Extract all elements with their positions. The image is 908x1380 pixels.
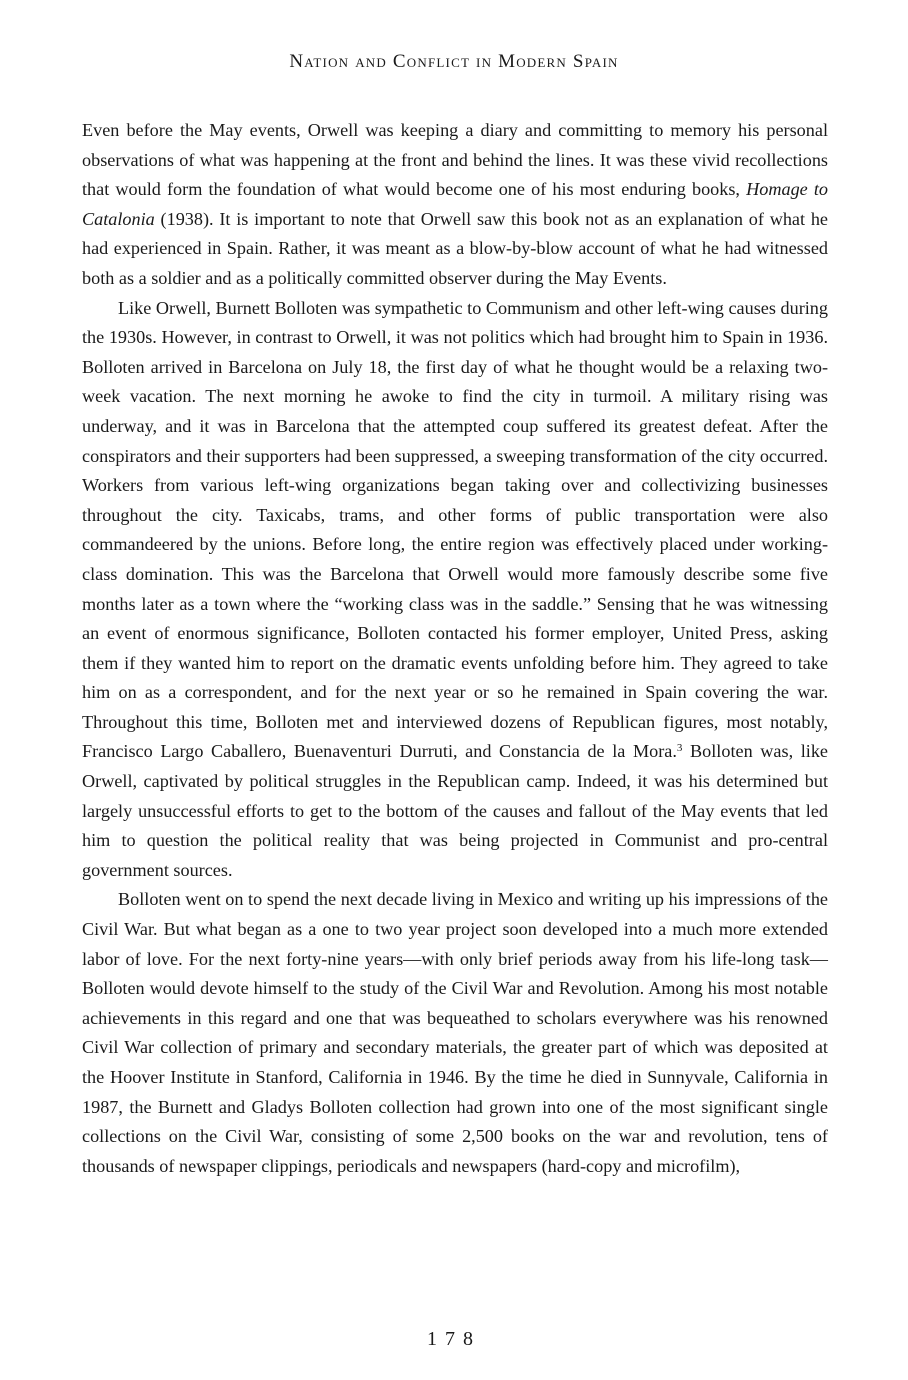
running-head-title: Nation and Conflict in Modern Spain bbox=[289, 51, 619, 72]
page-number: 178 bbox=[427, 1328, 481, 1350]
paragraph-2-text-a: Like Orwell, Burnett Bolloten was sympathetic to Communism and other left-wing causes during the 1930s. However, in contrast to Orwell, it was not politics which had brought him to Spain in 1936. Bolloten arrived in Barcelona on July 18, the first day of what he thought would be a relaxing two-week vacation. The next morning he awoke to find the city in turmoil. A military rising was underway, and it was in Barcelona that the attempted coup suffered its greatest defeat. After the conspirators and their supporters had been suppressed, a sweeping transformation of the city occurred. Workers from various left-wing organizations began taking over and collectivizing businesses throughout the city. Taxicabs, trams, and other forms of public transportation were also commandeered by the unions. Before long, the entire region was effectively placed under working-class domination. This was the Barcelona that Orwell would more famously describe some five months later as a town where the “working class was in the saddle.” Sensing that he was witnessing an event of enormous significance, Bolloten contacted his former employer, United Press, asking them if they wanted him to report on the dramatic events unfolding before him. They agreed to take him on as a correspondent, and for the next year or so he remained in Spain covering the war. Throughout this time, Bolloten met and interviewed dozens of Republican figures, most notably, Francisco Largo Caballero, Buenaventuri Durruti, and Constancia de la Mora. bbox=[82, 297, 828, 762]
paragraph-2-text-b: Bolloten was, like Orwell, captivated by political struggles in the Republican camp. Indeed, it was his determined but largely unsuccessful efforts to get to the bottom of the causes and fallout of the May events that led him to question the political reality that was being projected in Communist and pro-central government sources. bbox=[82, 741, 828, 880]
paragraph-1 bbox=[82, 116, 828, 294]
footnote-reference: 3 bbox=[676, 742, 683, 755]
paragraph-1-text-a: Even before the May events, Orwell was keeping a diary and committing to memory his personal observations of what was happening at the front and behind the lines. It was these vivid recollections that would form the foundation of what would become one of his most enduring books, bbox=[82, 120, 828, 200]
book-title: Homage to Catalonia bbox=[82, 179, 828, 229]
paragraph-3: Bolloten went on to spend the next decade living in Mexico and writing up his impressions of the Civil War. But what began as a one to two year project soon developed into a much more extended labor of love. For the next forty-nine years—with only brief periods away from his life-long task—Bolloten would devote himself to the study of the Civil War and Revolution. Among his most notable achievements in this regard and one that was bequeathed to scholars everywhere was his renowned Civil War collection of primary and secondary materials, the greater part of which was deposited at the Hoover Institute in Stanford, California in 1946. By the time he died in Sunnyvale, California in 1987, the Burnett and Gladys Bolloten collection had grown into one of the most significant single collections on the Civil War, consisting of some 2,500 books on the war and revolution, tens of thousands of newspaper clippings, periodicals and newspapers (hard-copy and microfilm), bbox=[82, 889, 828, 1176]
body-text bbox=[82, 116, 828, 1181]
paragraph-1-text-b: (1938). It is important to note that Orwell saw this book not as an explanation of what he had experienced in Spain. Rather, it was meant as a blow-by-blow account of what he had witnessed both as a soldier and as a politically committed observer during the May Events. bbox=[82, 208, 828, 288]
paragraph-2 bbox=[82, 294, 828, 886]
